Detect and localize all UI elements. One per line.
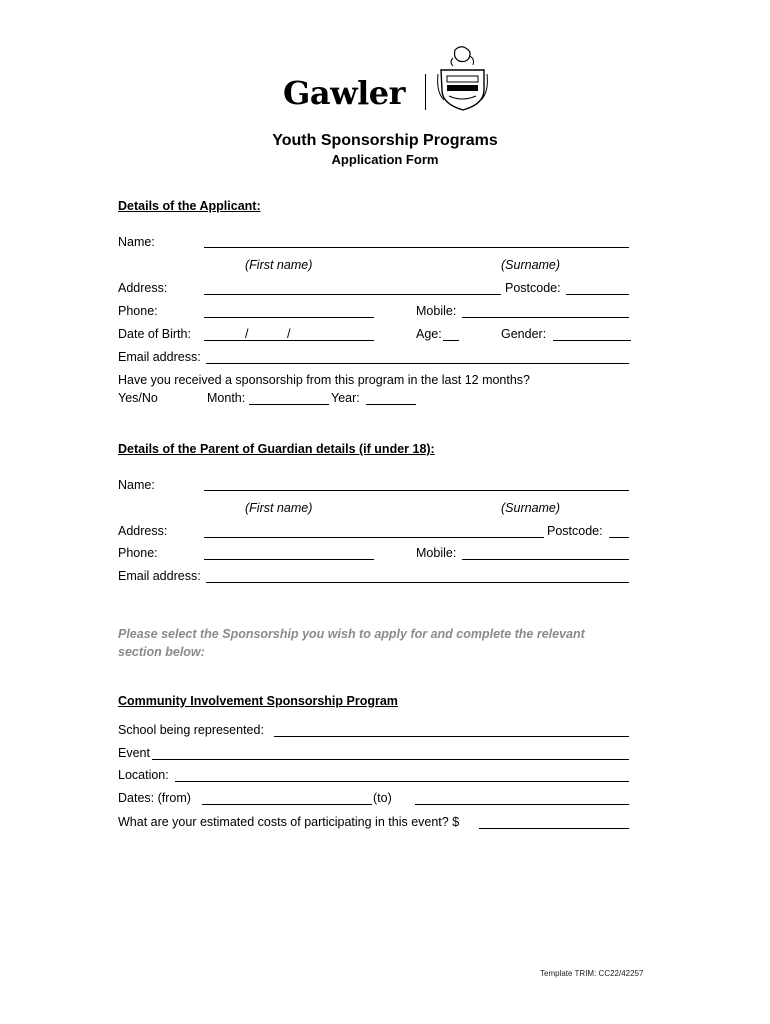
guardian-name-label: Name: <box>118 478 155 492</box>
estimated-cost-question: What are your estimated costs of participating in this event? $ <box>118 815 460 829</box>
dates-from-field[interactable] <box>202 804 372 805</box>
prior-year-field[interactable] <box>366 404 416 405</box>
form-title: Youth Sponsorship Programs <box>272 132 498 149</box>
dates-to-field[interactable] <box>415 804 629 805</box>
guardian-mobile-field[interactable] <box>462 559 629 560</box>
applicant-mobile-field[interactable] <box>462 317 629 318</box>
dates-from-label: Dates: (from) <box>118 791 191 805</box>
dates-to-label: (to) <box>373 791 392 805</box>
guardian-mobile-label: Mobile: <box>416 546 457 560</box>
form-subtitle: Application Form <box>331 152 439 167</box>
applicant-dob-label: Date of Birth: <box>118 327 191 341</box>
applicant-mobile-label: Mobile: <box>416 304 457 318</box>
guardian-postcode-label: Postcode: <box>547 524 603 538</box>
template-reference: Template TRIM: CC22/42257 <box>540 969 644 978</box>
dob-separator-2: / <box>287 327 291 341</box>
applicant-gender-label: Gender: <box>501 327 547 341</box>
prior-month-label: Month: <box>207 391 246 405</box>
crest-icon <box>435 44 490 112</box>
applicant-email-field[interactable] <box>206 363 629 364</box>
applicant-gender-field[interactable] <box>553 340 631 341</box>
event-field[interactable] <box>152 759 629 760</box>
prior-year-label: Year: <box>331 391 360 405</box>
applicant-email-label: Email address: <box>118 350 201 364</box>
location-field[interactable] <box>175 781 629 782</box>
guardian-address-label: Address: <box>118 524 168 538</box>
applicant-address-field[interactable] <box>204 294 501 295</box>
location-label: Location: <box>118 768 169 782</box>
instruction-note-line2: section below: <box>118 645 205 659</box>
community-section-heading: Community Involvement Sponsorship Program <box>118 694 398 708</box>
estimated-cost-field[interactable] <box>479 828 629 829</box>
instruction-note-line1: Please select the Sponsorship you wish to apply for and complete the relevant <box>118 627 585 641</box>
prior-sponsorship-yes-no[interactable]: Yes/No <box>118 391 158 405</box>
applicant-surname-hint: (Surname) <box>501 258 561 272</box>
guardian-postcode-field[interactable] <box>609 537 629 538</box>
applicant-section-heading: Details of the Applicant: <box>118 199 261 213</box>
guardian-phone-field[interactable] <box>204 559 374 560</box>
applicant-phone-label: Phone: <box>118 304 158 318</box>
school-label: School being represented: <box>118 723 264 737</box>
prior-sponsorship-question: Have you received a sponsorship from this program in the last 12 months? <box>118 373 531 387</box>
applicant-phone-field[interactable] <box>204 317 374 318</box>
logo-divider <box>425 74 426 110</box>
guardian-surname-hint: (Surname) <box>501 501 561 515</box>
applicant-name-field[interactable] <box>204 247 629 248</box>
applicant-address-label: Address: <box>118 281 168 295</box>
applicant-name-label: Name: <box>118 235 155 249</box>
applicant-postcode-label: Postcode: <box>505 281 561 295</box>
applicant-postcode-field[interactable] <box>566 294 629 295</box>
guardian-address-field[interactable] <box>204 537 544 538</box>
guardian-email-label: Email address: <box>118 569 201 583</box>
applicant-age-label: Age: <box>416 327 442 341</box>
applicant-age-field[interactable] <box>443 340 459 341</box>
applicant-first-name-hint: (First name) <box>245 258 313 272</box>
guardian-phone-label: Phone: <box>118 546 158 560</box>
prior-month-field[interactable] <box>249 404 329 405</box>
guardian-section-heading: Details of the Parent of Guardian details (if under 18): <box>118 442 435 456</box>
logo-wordmark: Gawler <box>283 74 405 112</box>
guardian-email-field[interactable] <box>206 582 629 583</box>
guardian-name-field[interactable] <box>204 490 629 491</box>
guardian-first-name-hint: (First name) <box>245 501 313 515</box>
school-field[interactable] <box>274 736 629 737</box>
dob-separator-1: / <box>245 327 249 341</box>
event-label: Event <box>118 746 150 760</box>
